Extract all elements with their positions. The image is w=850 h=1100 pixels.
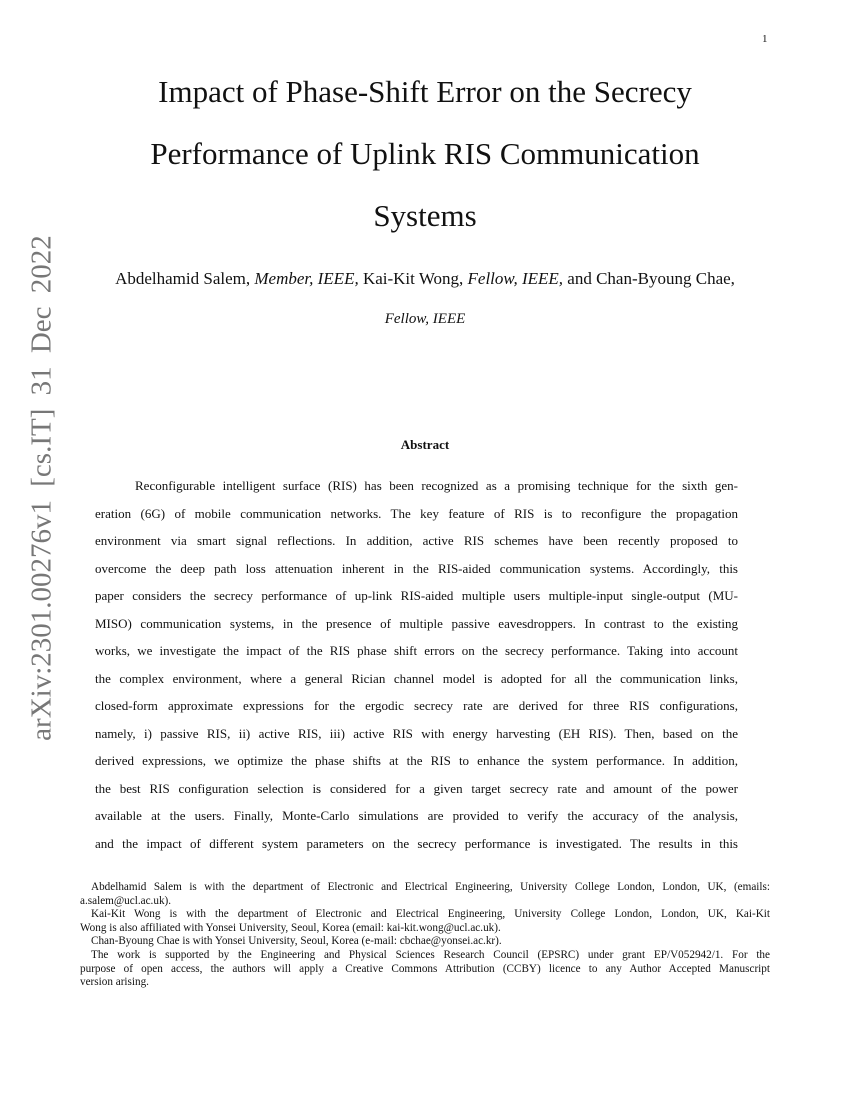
abstract-line: Reconfigurable intelligent surface (RIS) has been recognized as a promising technique for the sixth gen-	[135, 478, 738, 493]
footnote-line: version arising.	[80, 976, 149, 989]
abstract-heading: Abstract	[400, 437, 450, 452]
footnote-line: Wong is also affiliated with Yonsei University, Seoul, Korea (email: kai-kit.wong@ucl.ac.uk).	[80, 921, 501, 934]
abstract-line: MISO) communication systems, in the presence of multiple passive eavesdroppers. In contrast to the existing	[95, 615, 738, 631]
footnote-line: purpose of open access, the authors will apply a Creative Commons Attribution (CCBY) licence to any Author Accepted Manuscript	[80, 962, 770, 975]
title-line: Systems	[373, 198, 477, 233]
abstract-line: and the impact of different system parameters on the secrecy performance is investigated. The results in this	[95, 835, 738, 851]
footnote-line: a.salem@ucl.ac.uk).	[80, 894, 172, 907]
abstract-line: the complex environment, where a general Rician channel model is adopted for all the communication links,	[95, 670, 738, 686]
footnote-line: The work is supported by the Engineering and Physical Sciences Research Council (EPSRC) under grant EP/V052942/1. For the	[91, 949, 770, 961]
abstract-line: environment via smart signal reflections. In addition, active RIS schemes have been recently proposed to	[95, 533, 738, 548]
author-list	[0, 269, 850, 289]
abstract-line: the best RIS configuration selection is considered for a given target secrecy rate and amount of the power	[95, 780, 738, 796]
title-line: Performance of Uplink RIS Communication	[150, 136, 700, 171]
abstract-line: available at the users. Finally, Monte-Carlo simulations are provided to verify the accuracy of the analysis,	[95, 808, 738, 823]
author-name: Abdelhamid Salem,	[115, 269, 251, 288]
author-role: Member, IEEE,	[254, 269, 359, 288]
author-name: and Chan-Byoung Chae,	[567, 269, 735, 288]
footnote-line: Abdelhamid Salem is with the department of Electronic and Electrical Engineering, University College London, London, UK, (emails:	[91, 881, 770, 893]
abstract-line: eration (6G) of mobile communication networks. The key feature of RIS is to reconfigure the propagation	[95, 505, 738, 521]
arxiv-stamp: arXiv:2301.00276v1 [cs.IT] 31 Dec 2022	[25, 235, 58, 741]
author-role: Fellow, IEEE,	[467, 269, 564, 288]
author-name: Kai-Kit Wong,	[362, 269, 464, 288]
page-number: 1	[762, 33, 768, 45]
title-line: Impact of Phase-Shift Error on the Secrecy	[158, 74, 692, 109]
abstract-line: closed-form approximate expressions for the ergodic secrecy rate are derived for three RIS configurations,	[95, 698, 738, 713]
abstract-line: works, we investigate the impact of the RIS phase shift errors on the secrecy performance. Taking into account	[95, 643, 738, 658]
author-role: Fellow, IEEE	[384, 311, 466, 327]
footnote-line: Kai-Kit Wong is with the department of Electronic and Electrical Engineering, University College London, London, UK, Kai-Kit	[91, 908, 770, 921]
abstract-line: overcome the deep path loss attenuation inherent in the RIS-aided communication systems. Accordingly, this	[95, 560, 738, 576]
abstract-line: derived expressions, we optimize the phase shifts at the RIS to enhance the system performance. In addition,	[95, 753, 738, 768]
footnote-line: Chan-Byoung Chae is with Yonsei University, Seoul, Korea (e-mail: cbchae@yonsei.ac.kr).	[91, 935, 502, 948]
author-role-line	[0, 311, 850, 328]
abstract-line: namely, i) passive RIS, ii) active RIS, iii) active RIS with energy harvesting (EH RIS). Then, based on the	[95, 725, 738, 741]
abstract-line: paper considers the secrecy performance of up-link RIS-aided multiple users multiple-input single-output (MU-	[95, 588, 738, 603]
